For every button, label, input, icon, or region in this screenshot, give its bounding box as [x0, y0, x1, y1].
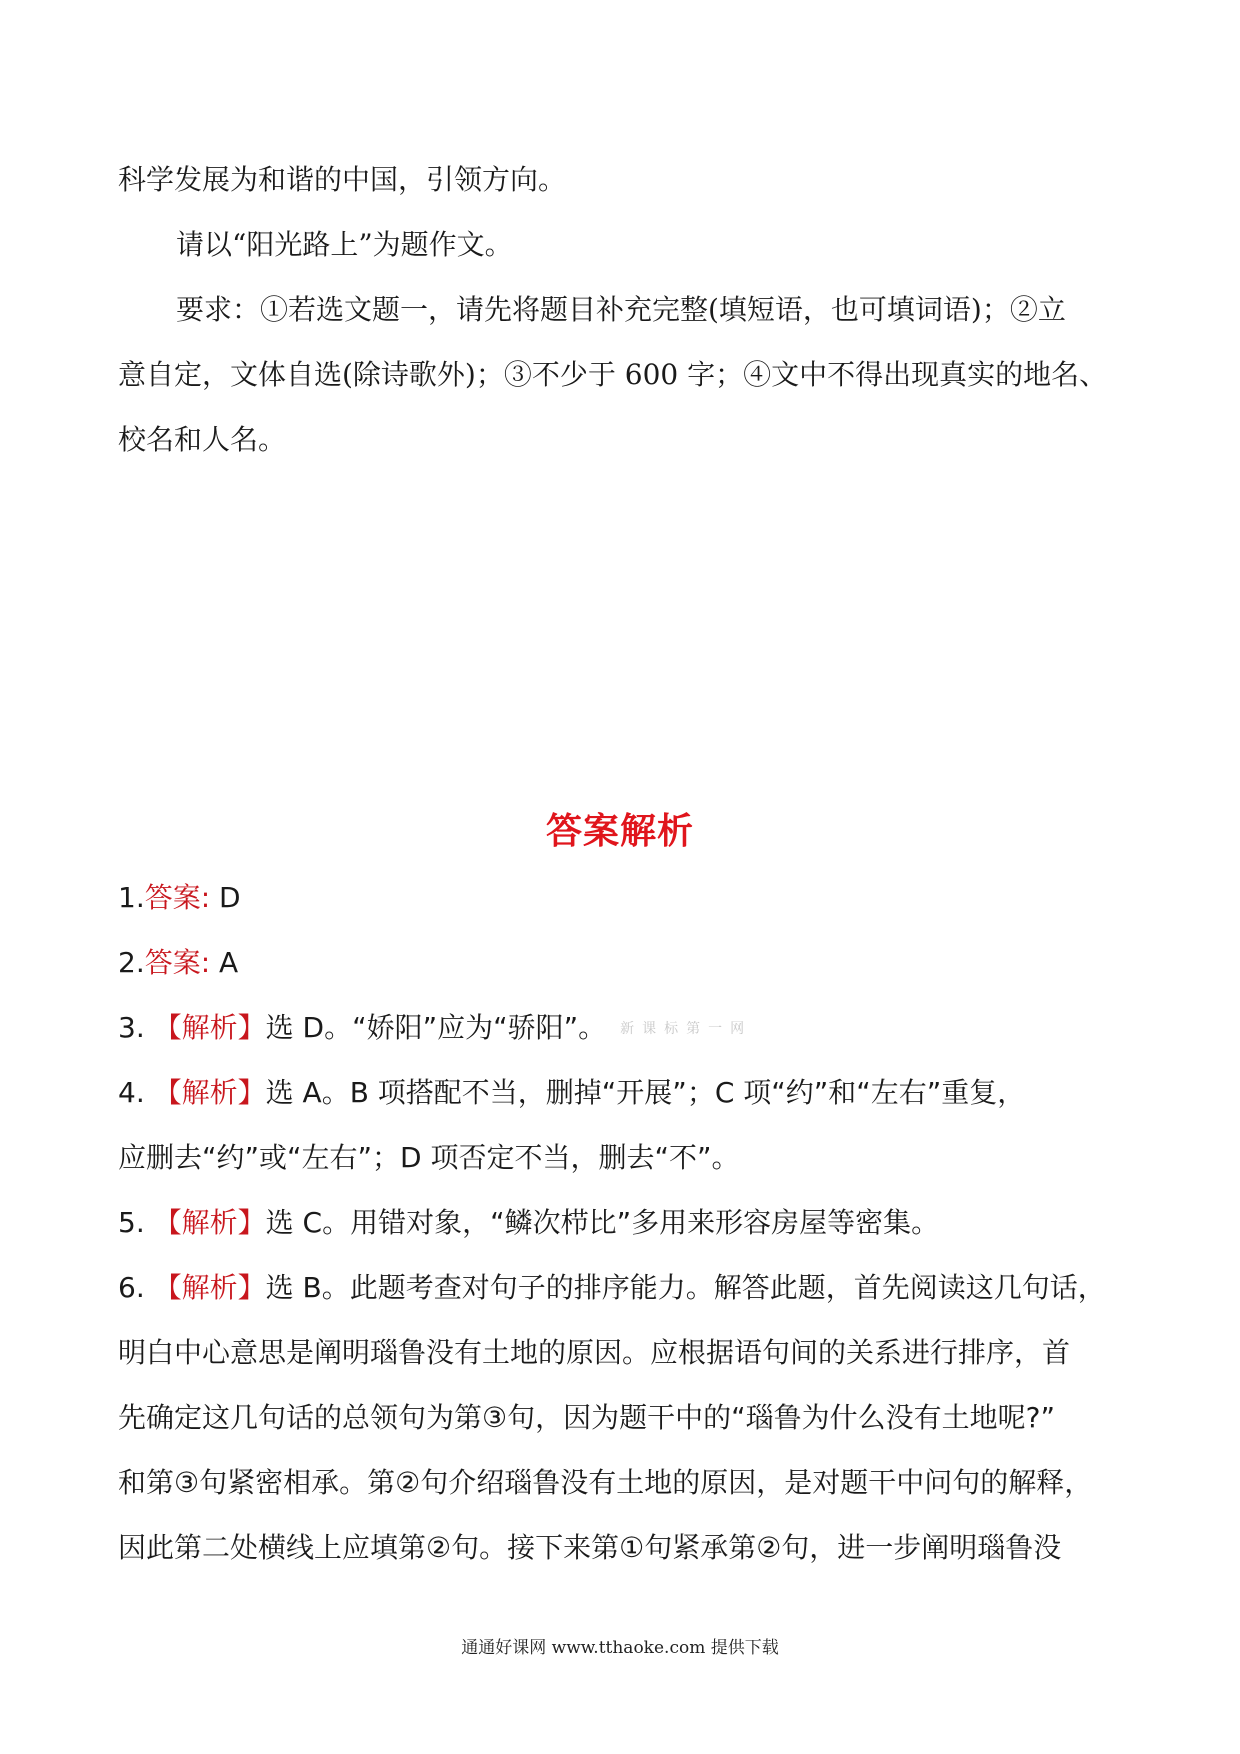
- page-footer: 通通好课网 www.tthaoke.com 提供下载: [461, 1638, 779, 1658]
- analysis-label: 【解析】: [153, 1206, 266, 1239]
- answer-label: 答案:: [144, 881, 211, 914]
- answer-item-6: [118, 1268, 1106, 1308]
- prompt-requirements-line-1: 要求：①若选文题一，请先将题目补充完整(填短语，也可填词语)；②立: [176, 293, 1066, 326]
- answer-number: 2.: [118, 946, 145, 979]
- answer-number: 3.: [118, 1011, 154, 1044]
- analysis-label: 【解析】: [153, 1011, 266, 1044]
- answer-text: D: [210, 881, 241, 914]
- answer-item-1: [118, 878, 241, 918]
- analysis-label: 【解析】: [153, 1076, 266, 1109]
- prompt-line-1: 科学发展为和谐的中国，引领方向。: [118, 163, 567, 196]
- answer-number: 1.: [118, 881, 145, 914]
- answer-number: 5.: [118, 1206, 154, 1239]
- answer-item-6-continued-1: 明白中心意思是阐明瑙鲁没有土地的原因。应根据语句间的关系进行排序，首: [118, 1336, 1071, 1369]
- answer-item-3: [118, 1008, 752, 1048]
- answer-text: 选 C。用错对象，“鳞次栉比”多用来形容房屋等密集。: [265, 1206, 940, 1239]
- answer-item-2: [118, 943, 238, 983]
- answer-section-title: 答案解析: [545, 811, 694, 852]
- answer-text: 选 A。B 项搭配不当，删掉“开展”；C 项“约”和“左右”重复，: [265, 1076, 1026, 1109]
- answer-item-4-continued: 应删去“约”或“左右”；D 项否定不当，删去“不”。: [118, 1141, 740, 1174]
- answer-item-5: [118, 1203, 939, 1243]
- answer-text: 选 B。此题考查对句子的排序能力。解答此题，首先阅读这几句话，: [265, 1271, 1106, 1304]
- answer-label: 答案:: [144, 946, 211, 979]
- prompt-requirements-line-2: 意自定，文体自选(除诗歌外)；③不少于 600 字；④文中不得出现真实的地名、: [118, 358, 1108, 391]
- watermark-text: 新课标第一网: [620, 1021, 753, 1037]
- prompt-requirements-line-3: 校名和人名。: [118, 423, 287, 456]
- analysis-label: 【解析】: [153, 1271, 266, 1304]
- answer-item-6-continued-2: 先确定这几句话的总领句为第③句，因为题干中的“瑙鲁为什么没有土地呢?”: [118, 1401, 1055, 1434]
- answer-number: 6.: [118, 1271, 154, 1304]
- answer-text: 选 D。“娇阳”应为“骄阳”。: [265, 1011, 607, 1044]
- answer-item-6-continued-3: 和第③句紧密相承。第②句介绍瑙鲁没有土地的原因，是对题干中问句的解释，: [118, 1466, 1093, 1499]
- prompt-line-2: 请以“阳光路上”为题作文。: [176, 228, 513, 261]
- answer-item-4: [118, 1073, 1025, 1113]
- answer-number: 4.: [118, 1076, 154, 1109]
- answer-text: A: [210, 946, 239, 979]
- answer-item-6-continued-4: 因此第二处横线上应填第②句。接下来第①句紧承第②句，进一步阐明瑙鲁没: [118, 1531, 1062, 1564]
